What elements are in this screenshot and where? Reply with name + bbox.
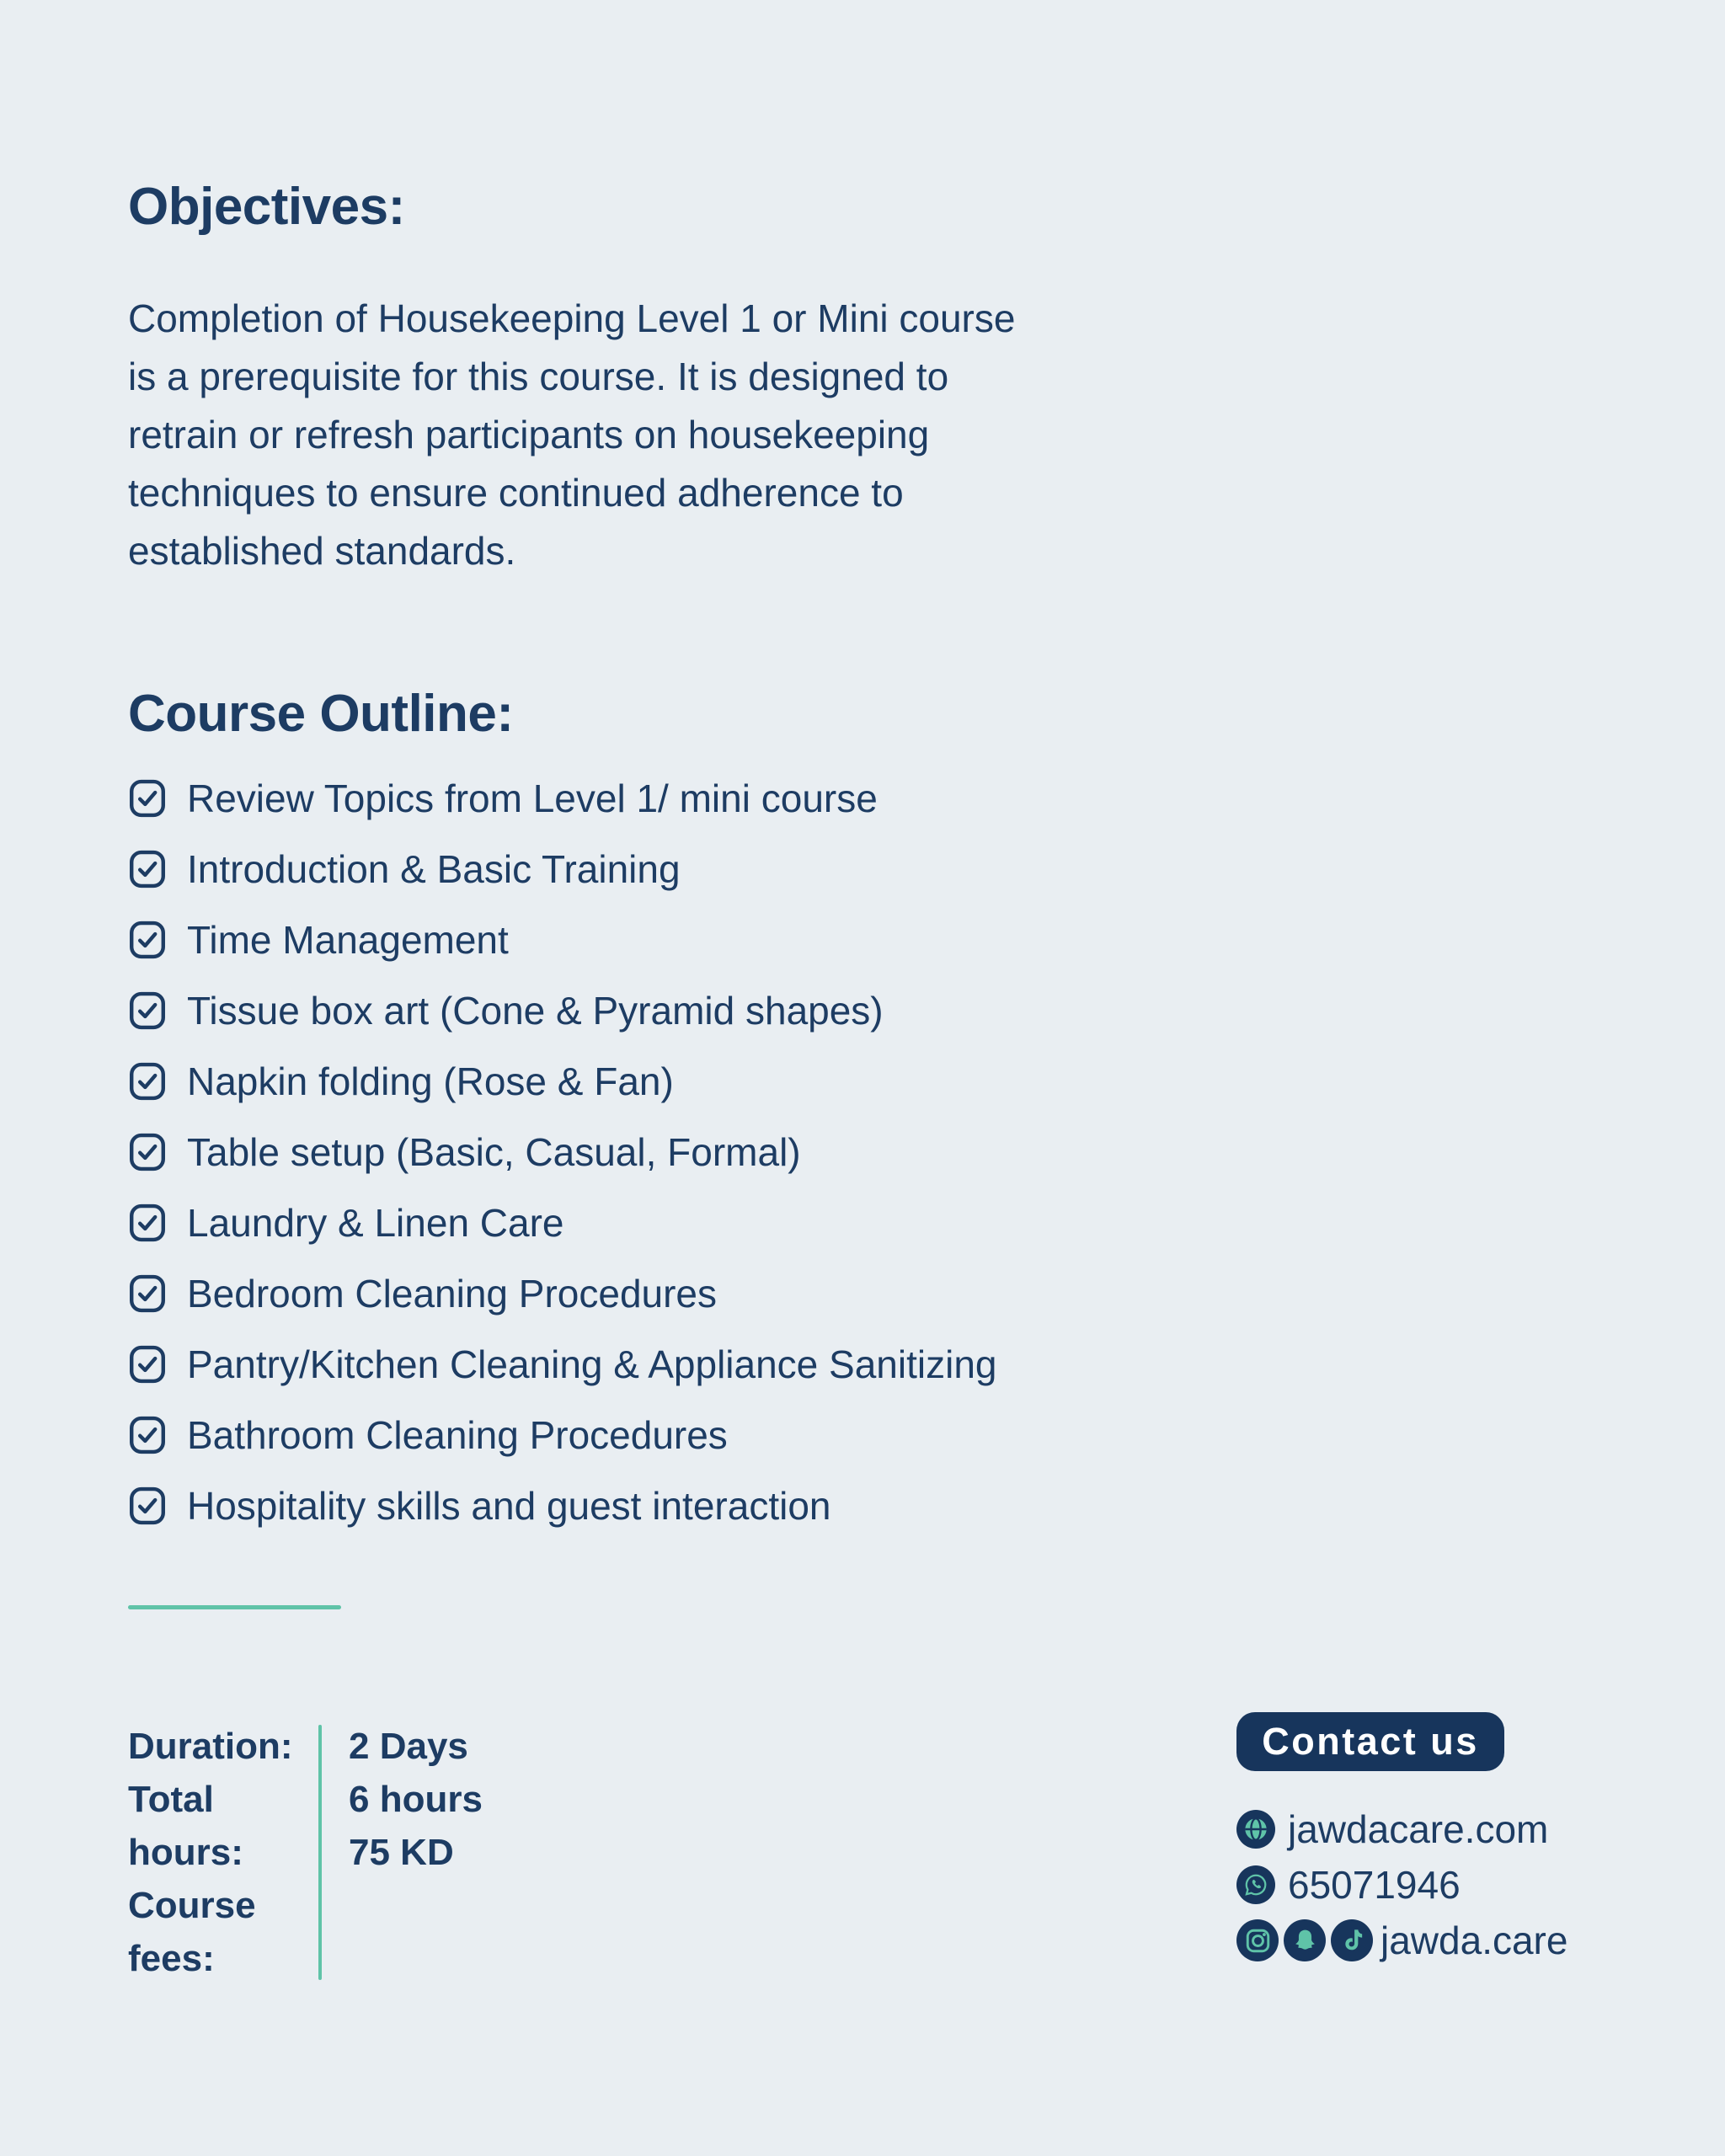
list-item-label: Hospitality skills and guest interaction (187, 1484, 831, 1528)
list-item-label: Time Management (187, 918, 509, 962)
checkbox-icon (128, 1485, 167, 1527)
list-item-label: Laundry & Linen Care (187, 1201, 564, 1245)
course-details (128, 1720, 483, 1985)
tiktok-icon (1331, 1919, 1373, 1961)
list-item (128, 763, 997, 834)
list-item-label: Review Topics from Level 1/ mini course (187, 776, 878, 820)
duration-label: Duration: (128, 1726, 293, 1767)
course-outline-list (128, 763, 997, 1541)
checkbox-icon (128, 990, 167, 1032)
list-item-label: Introduction & Basic Training (187, 847, 681, 891)
checkbox-icon (128, 1273, 167, 1315)
checkbox-icon (128, 1343, 167, 1385)
whatsapp-icon (1236, 1865, 1275, 1904)
list-item (128, 1046, 997, 1117)
phone-text: 65071946 (1288, 1863, 1461, 1907)
list-item-label: Pantry/Kitchen Cleaning & Appliance Sanitizing (187, 1342, 997, 1386)
instagram-icon (1236, 1919, 1279, 1961)
total-hours-value: 6 hours (349, 1779, 483, 1820)
website-text: jawdacare.com (1288, 1807, 1549, 1851)
contact-section (1236, 1712, 1567, 1963)
section-divider (128, 1605, 341, 1609)
globe-icon (1236, 1810, 1275, 1849)
list-item-label: Napkin folding (Rose & Fan) (187, 1059, 674, 1103)
list-item (128, 905, 997, 975)
list-item (128, 1329, 997, 1400)
website-link[interactable] (1236, 1806, 1567, 1852)
list-item (128, 1470, 997, 1541)
social-handle-text: jawda.care (1381, 1919, 1568, 1962)
objectives-body-text: Completion of Housekeeping Level 1 or Mini course is a prerequisite for this course. It is designed to retrain or refresh participants on housekeeping techniques to ensure continued adherence to established standards. (128, 296, 1016, 573)
social-handle[interactable] (1236, 1918, 1567, 1963)
list-item-label: Bathroom Cleaning Procedures (187, 1413, 728, 1457)
list-item (128, 834, 997, 905)
course-fees-label: Course fees: (128, 1885, 266, 1979)
snapchat-icon (1284, 1919, 1326, 1961)
duration-value: 2 Days (349, 1726, 468, 1767)
checkbox-icon (128, 1202, 167, 1244)
objectives-heading: Objectives: (128, 178, 405, 236)
checkbox-icon (128, 1131, 167, 1173)
list-item (128, 1187, 997, 1258)
list-item (128, 975, 997, 1046)
social-icons (1236, 1919, 1373, 1961)
list-item-label: Table setup (Basic, Casual, Formal) (187, 1130, 801, 1174)
list-item (128, 1400, 997, 1470)
list-item (128, 1117, 997, 1187)
list-item-label: Bedroom Cleaning Procedures (187, 1272, 718, 1315)
checkbox-icon (128, 848, 167, 890)
contact-us-button[interactable]: Contact us (1236, 1712, 1504, 1771)
course-fees-value: 75 KD (349, 1832, 454, 1873)
total-hours-label: Total hours: (128, 1779, 243, 1873)
whatsapp-contact[interactable] (1236, 1862, 1567, 1908)
list-item (128, 1258, 997, 1329)
checkbox-icon (128, 919, 167, 961)
checkbox-icon (128, 1060, 167, 1102)
checkbox-icon (128, 1414, 167, 1456)
checkbox-icon (128, 777, 167, 819)
list-item-label: Tissue box art (Cone & Pyramid shapes) (187, 989, 884, 1033)
course-outline-heading: Course Outline: (128, 685, 514, 743)
